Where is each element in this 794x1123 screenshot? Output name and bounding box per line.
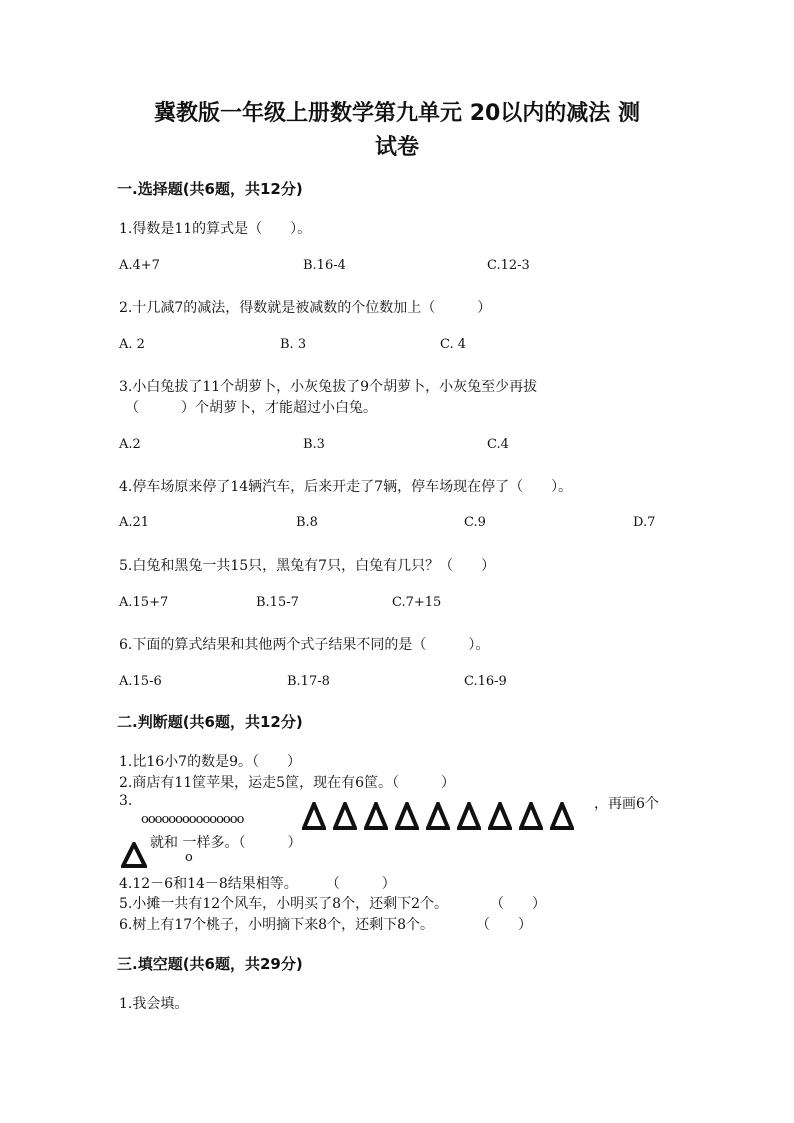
triangle-icon	[488, 802, 512, 830]
triangle-icon	[333, 802, 357, 830]
choice-1-option-c: C.12-3	[487, 258, 530, 273]
triangle-icon	[395, 802, 419, 830]
choice-question-1: 1.得数是11的算式是（ ）。	[119, 221, 312, 237]
fill-question-1: 1.我会填。	[119, 996, 189, 1012]
judge-3-circle-small: o	[185, 850, 193, 865]
judge-question-3-line2: 就和 一样多。（ ）	[150, 835, 302, 851]
triangle-icon	[550, 802, 574, 830]
triangle-icon	[302, 802, 326, 830]
choice-question-2: 2.十几减7的减法，得数就是被减数的个位数加上（ ）	[119, 300, 492, 316]
judge-question-5: 5.小摊一共有12个风车，小明买了8个，还剩下2个。 （ ）	[119, 896, 546, 912]
choice-3-option-b: B.3	[303, 437, 325, 452]
choice-4-option-c: C.9	[464, 515, 486, 530]
choice-4-option-a: A.21	[119, 515, 150, 530]
section-heading-judge: 二.判断题(共6题，共12分)	[117, 713, 303, 731]
triangle-icon	[426, 802, 450, 830]
triangle-icon	[519, 802, 543, 830]
choice-5-option-b: B.15-7	[256, 595, 299, 610]
section-heading-choice: 一.选择题(共6题，共12分)	[117, 180, 303, 198]
section-heading-fill: 三.填空题(共6题，共29分)	[117, 955, 303, 973]
choice-question-4: 4.停车场原来停了14辆汽车，后来开走了7辆，停车场现在停了（ ）。	[119, 479, 573, 495]
triangle-icon	[457, 802, 481, 830]
choice-2-option-c: C. 4	[440, 337, 467, 352]
judge-3-circles: ooooooooooooooo	[141, 812, 244, 827]
choice-4-option-b: B.8	[296, 515, 318, 530]
choice-3-option-a: A.2	[119, 437, 141, 452]
choice-4-option-d: D.7	[633, 515, 656, 530]
judge-question-6: 6.树上有17个桃子，小明摘下来8个，还剩下8个。 （ ）	[119, 917, 532, 933]
choice-2-option-b: B. 3	[280, 337, 307, 352]
page-title-line2: 试卷	[374, 135, 419, 160]
choice-question-5: 5.白兔和黑兔一共15只，黑兔有7只，白兔有几只？（ ）	[119, 558, 496, 574]
choice-6-option-c: C.16-9	[464, 674, 507, 689]
choice-1-option-a: A.4+7	[119, 258, 160, 273]
judge-question-3-number: 3.	[119, 793, 133, 809]
choice-5-option-c: C.7+15	[392, 595, 442, 610]
choice-question-3: 3.小白兔拔了11个胡萝卜，小灰兔拔了9个胡萝卜，小灰兔至少再拔	[119, 379, 538, 395]
choice-1-option-b: B.16-4	[303, 258, 346, 273]
choice-5-option-a: A.15+7	[119, 595, 169, 610]
judge-question-1: 1.比16小7的数是9。（ ）	[119, 754, 301, 770]
page-title-line1: 冀教版一年级上册数学第九单元 20以内的减法 测	[154, 101, 640, 126]
choice-2-option-a: A. 2	[119, 337, 145, 352]
judge-question-3-tail: ，再画6个	[594, 796, 659, 812]
choice-question-3-line2: （ ）个胡萝卜，才能超过小白兔。	[125, 400, 377, 416]
choice-3-option-c: C.4	[487, 437, 509, 452]
choice-6-option-b: B.17-8	[287, 674, 330, 689]
judge-question-2: 2.商店有11筐苹果，运走5筐，现在有6筐。（ ）	[119, 775, 455, 791]
triangle-icon	[364, 802, 388, 830]
judge-question-4: 4.12－6和14－8结果相等。 （ ）	[119, 876, 396, 892]
choice-6-option-a: A.15-6	[119, 674, 162, 689]
judge-3-triangle-small	[121, 842, 147, 868]
choice-question-6: 6.下面的算式结果和其他两个式子结果不同的是（ ）。	[119, 637, 490, 653]
